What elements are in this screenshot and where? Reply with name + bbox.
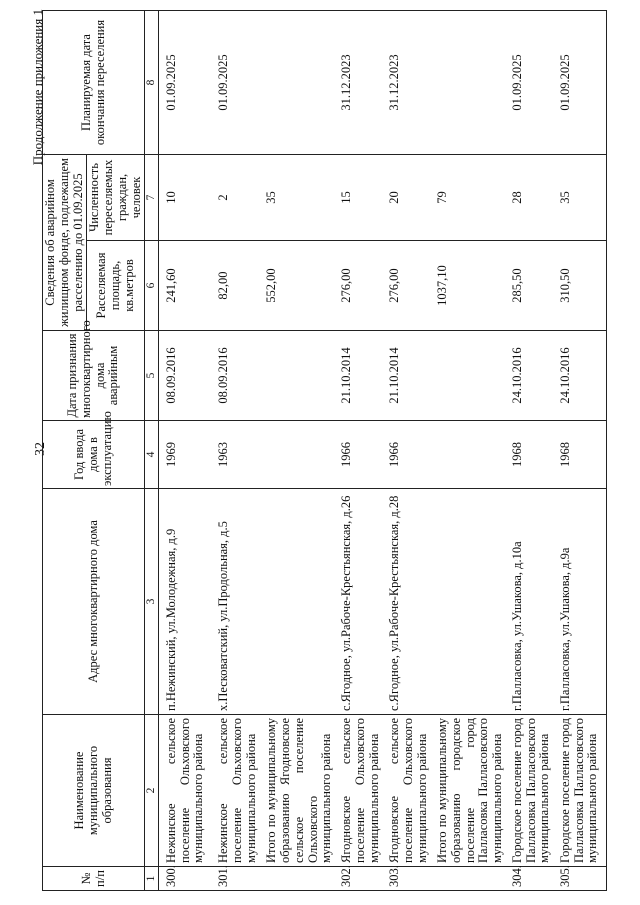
people-cell: 35 (553, 154, 607, 240)
end-date-cell (430, 10, 505, 154)
year-cell: 1963 (211, 421, 259, 489)
date-cell: 24.10.2016 (505, 331, 553, 421)
people-cell: 28 (505, 154, 553, 240)
date-cell (259, 331, 334, 421)
row-number (259, 867, 334, 891)
year-cell (259, 421, 334, 489)
end-date-cell: 01.09.2025 (505, 10, 553, 154)
header-emergency-date: Дата признания многоквартирного дома аварийным (43, 331, 145, 421)
date-cell: 08.09.2016 (158, 331, 211, 421)
year-cell: 1968 (505, 421, 553, 489)
municipality-cell: Нежинское сельское поселение Ольховского муниципального района (211, 715, 259, 867)
subtotal-row (430, 10, 505, 890)
area-cell: 1037,10 (430, 241, 505, 331)
document-page (30, 7, 610, 895)
column-number: 6 (145, 241, 159, 331)
header-area: Расселяемая площадь, кв.метров (87, 241, 145, 331)
end-date-cell (259, 10, 334, 154)
continuation-note: Продолжение приложения 1 (30, 9, 45, 166)
header-year-built: Год ввода дома в эксплуатацию (43, 421, 145, 489)
table-row (382, 10, 430, 890)
municipality-cell: Итого по муниципальному образованию Ягодновское сельское поселение Ольховского муниципального района (259, 715, 334, 867)
area-cell: 285,50 (505, 241, 553, 331)
area-cell: 82,00 (211, 241, 259, 331)
header-municipality: Наименование муниципального образования (43, 715, 145, 867)
header-people: Численность переселяемых граждан, человек (87, 154, 145, 240)
date-cell (430, 331, 505, 421)
area-cell: 276,00 (334, 241, 382, 331)
address-cell: г.Палласовка, ул.Ушакова, д.10а (505, 489, 553, 715)
address-cell: с.Ягодное, ул.Рабоче-Крестьянская, д.26 (334, 489, 382, 715)
page-number: 32 (33, 442, 48, 456)
municipality-cell: Ягодновское сельское поселение Ольховского муниципального района (334, 715, 382, 867)
municipality-cell: Городское поселение город Палласовка Палласовского муниципального района (505, 715, 553, 867)
column-number: 5 (145, 331, 159, 421)
date-cell: 21.10.2014 (382, 331, 430, 421)
date-cell: 21.10.2014 (334, 331, 382, 421)
row-number: 303. (382, 867, 430, 891)
table-row (334, 10, 382, 890)
people-cell: 15 (334, 154, 382, 240)
end-date-cell: 01.09.2025 (158, 10, 211, 154)
row-number: 305. (553, 867, 607, 891)
municipality-cell: Нежинское сельское поселение Ольховского муниципального района (158, 715, 211, 867)
column-number: 8 (145, 10, 159, 154)
row-number (430, 867, 505, 891)
area-cell: 310,50 (553, 241, 607, 331)
table-row (505, 10, 553, 890)
year-cell (430, 421, 505, 489)
area-cell: 241,60 (158, 241, 211, 331)
subtotal-row (259, 10, 334, 890)
header-emergency-fund-group: Сведения об аварийном жилищном фонде, подлежащем расселению до 01.09.2025 (43, 154, 87, 330)
row-number: 302. (334, 867, 382, 891)
end-date-cell: 31.12.2023 (334, 10, 382, 154)
people-cell: 10 (158, 154, 211, 240)
header-planned-end-date: Планируемая дата окончания переселения (43, 10, 145, 154)
table-row (211, 10, 259, 890)
year-cell: 1966 (334, 421, 382, 489)
address-cell (430, 489, 505, 715)
area-cell: 552,00 (259, 241, 334, 331)
municipality-cell: Городское поселение город Палласовка Палласовского муниципального района (553, 715, 607, 867)
year-cell: 1968 (553, 421, 607, 489)
year-cell: 1966 (382, 421, 430, 489)
address-cell (259, 489, 334, 715)
people-cell: 2 (211, 154, 259, 240)
column-number-row (145, 10, 159, 890)
address-cell: п.Нежинский, ул.Молодежная, д.9 (158, 489, 211, 715)
table-row (553, 10, 607, 890)
column-number: 2 (145, 715, 159, 867)
people-cell: 79 (430, 154, 505, 240)
municipality-cell: Итого по муниципальному образованию городское поселение город Палласовка Палласовского муниципального района (430, 715, 505, 867)
people-cell: 35 (259, 154, 334, 240)
year-cell: 1969 (158, 421, 211, 489)
row-number: 304. (505, 867, 553, 891)
column-number: 7 (145, 154, 159, 240)
row-number: 300. (158, 867, 211, 891)
header-address: Адрес многоквартирного дома (43, 489, 145, 715)
municipality-cell: Ягодновское сельское поселение Ольховского муниципального района (382, 715, 430, 867)
end-date-cell: 01.09.2025 (553, 10, 607, 154)
people-cell: 20 (382, 154, 430, 240)
address-cell: х.Песковатский, ул.Продольная, д.5 (211, 489, 259, 715)
header-number: № п/п (43, 867, 145, 891)
housing-register-table (42, 10, 607, 891)
column-number: 3 (145, 489, 159, 715)
column-number: 4 (145, 421, 159, 489)
address-cell: г.Палласовка, ул.Ушакова, д.9а (553, 489, 607, 715)
end-date-cell: 01.09.2025 (211, 10, 259, 154)
table-row (158, 10, 211, 890)
date-cell: 24.10.2016 (553, 331, 607, 421)
row-number: 301. (211, 867, 259, 891)
column-number: 1 (145, 867, 159, 891)
address-cell: с.Ягодное, ул.Рабоче-Крестьянская, д.28 (382, 489, 430, 715)
area-cell: 276,00 (382, 241, 430, 331)
date-cell: 08.09.2016 (211, 331, 259, 421)
end-date-cell: 31.12.2023 (382, 10, 430, 154)
